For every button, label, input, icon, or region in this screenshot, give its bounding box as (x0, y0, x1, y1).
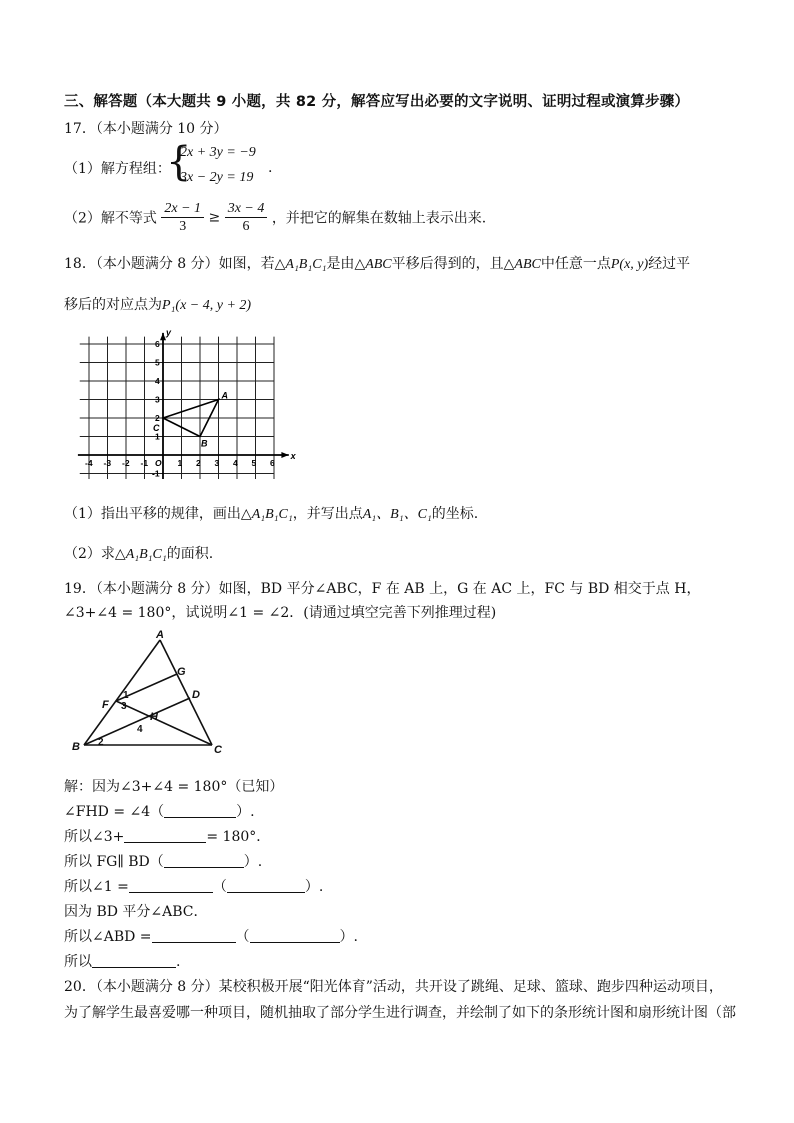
label-g: G (177, 666, 186, 678)
angle-label-4: 4 (137, 724, 143, 735)
q18-sub1 (64, 503, 478, 523)
q17-part2-tail: ，并把它的解集在数轴上表示出来. (271, 210, 487, 227)
system-brace: { (166, 139, 192, 185)
q18-line2-text: 移后的对应点为 (64, 297, 162, 313)
fraction-right (225, 200, 268, 235)
q17-head: 17．（本小题满分 10 分） (64, 121, 228, 137)
q19-step2-a: ∠FHD = ∠4（ (64, 804, 165, 820)
answer-blank[interactable] (129, 878, 213, 893)
point-b-label: B (201, 438, 208, 449)
x-tick-label: O (155, 458, 162, 468)
q19-step3-b: = 180°． (206, 829, 271, 845)
y-tick-label: 4 (155, 376, 160, 386)
q19-step3 (64, 826, 270, 846)
angle-label-2: 2 (98, 737, 104, 748)
q18-sub2-text-a: （2）求 (64, 546, 115, 562)
q18-sub1-text-c: 的坐标. (431, 506, 479, 522)
x-tick-label: 4 (233, 458, 238, 468)
y-tick-label: 3 (155, 394, 160, 405)
q18-line2 (64, 294, 251, 314)
q18-sub2-text-b: 的面积. (166, 546, 214, 562)
segment-ac (160, 640, 212, 745)
x-axis-arrow (281, 452, 288, 458)
q19-step7-c: ）. (339, 929, 358, 945)
q19-step2 (64, 801, 255, 821)
label-h: H (150, 711, 158, 723)
q17-part1 (64, 158, 171, 178)
q18-sub1-text-a: （1）指出平移的规律，画出 (64, 506, 241, 522)
angle-label-3: 3 (121, 701, 127, 712)
q17-part2-label: （2）解不等式 (64, 210, 157, 227)
x-axis-label: x (290, 451, 296, 461)
q20-line1: 20．（本小题满分 8 分）某校积极开展“阳光体育”活动，共开设了跳绳、足球、篮球、跑步四种运动项目， (64, 979, 723, 995)
fraction-left-numerator: 2x − 1 (161, 200, 204, 218)
x-tick-label: 1 (177, 458, 183, 468)
q19-step6: 因为 BD 平分∠ABC． (64, 904, 208, 920)
q19-step4-a: 所以 FG∥ BD（ (64, 854, 164, 870)
equation-1: 2x + 3y = −9 (180, 145, 256, 160)
q18-text-c: 平移后得到的，且 (391, 256, 504, 272)
x-tick-label: -2 (122, 458, 130, 468)
label-f: F (102, 699, 109, 711)
q19-step4-b: ）. (243, 854, 263, 870)
fraction-right-numerator: 3x − 4 (225, 200, 268, 218)
answer-blank[interactable] (250, 928, 340, 943)
q19-step7-a: 所以∠ABD = (64, 929, 152, 945)
x-tick-label: 6 (270, 458, 275, 468)
q19-step5-b: （ (212, 879, 227, 895)
q19-step5-c: ）. (304, 879, 324, 895)
fraction-left (161, 200, 204, 235)
point-a-label: A (221, 390, 228, 401)
y-axis-label: y (166, 327, 172, 338)
q18-text-e: 经过平 (648, 256, 691, 272)
label-c: C (214, 744, 222, 756)
q17-part2 (64, 200, 486, 235)
x-tick-label: -3 (103, 458, 112, 468)
q18-tri2: △ABC (354, 257, 392, 272)
q19-step8-a: 所以 (64, 954, 92, 970)
q17-part1-end: . (268, 160, 273, 176)
coordinate-grid-figure (70, 327, 296, 479)
angle-label-1: 1 (123, 690, 129, 701)
q19-step8-b: . (176, 954, 181, 970)
q19-line1: 19．（本小题满分 8 分）如图，BD 平分∠ABC，F 在 AB 上，G 在 AC 上，FC 与 BD 相交于点 H， (64, 581, 701, 597)
q18-text-d: 中任意一点 (540, 256, 611, 272)
q18-text-a: 18．（本小题满分 8 分）如图，若 (64, 256, 275, 272)
equation-2: 3x − 2y = 19 (180, 170, 254, 185)
q18-tri3: △ABC (503, 257, 541, 272)
answer-blank[interactable] (152, 928, 236, 943)
answer-blank[interactable] (227, 878, 305, 893)
y-tick-label: 1 (155, 431, 160, 442)
q19-step7-b: （ (235, 929, 250, 945)
x-tick-label: -4 (85, 458, 93, 468)
q18-point-p1: P₁(x − 4, y + 2) (162, 298, 252, 313)
answer-blank[interactable] (164, 853, 244, 868)
x-tick-label: 2 (196, 458, 201, 468)
x-tick-label: -1 (140, 458, 149, 468)
y-tick-label: -1 (152, 468, 160, 479)
q18-point-p: P(x, y) (610, 257, 649, 272)
segment-fc (116, 701, 212, 745)
q18-sub1-tri: △A₁B₁C₁ (240, 507, 293, 522)
q18-tri1: △A₁B₁C₁ (274, 257, 327, 272)
q17-part1-label: （1）解方程组： (64, 161, 171, 177)
point-c-label: C (153, 423, 160, 433)
q19-step3-a: 所以∠3+ (64, 829, 125, 845)
q19-step1: 解：因为∠3+∠4 = 180°（已知） (64, 779, 284, 795)
q19-step7 (64, 926, 358, 946)
q18-sub1-text-b: ，并写出点 (292, 506, 363, 522)
y-tick-label: 5 (155, 357, 160, 368)
q19-step8 (64, 951, 180, 971)
fraction-left-denominator: 3 (179, 219, 187, 234)
ge-sign: ≥ (208, 209, 221, 226)
x-tick-label: 5 (251, 458, 257, 468)
section-title: 三、解答题（本大题共 9 小题，共 82 分，解答应写出必要的文字说明、证明过程或演算步骤） (64, 94, 690, 110)
fraction-right-denominator: 6 (242, 219, 250, 234)
q19-step2-b: ）. (236, 804, 255, 820)
q18-sub2-tri: △A₁B₁C₁ (114, 547, 167, 562)
q18-sub2 (64, 543, 213, 563)
label-a: A (156, 629, 164, 641)
label-d: D (192, 689, 200, 701)
answer-blank[interactable] (124, 828, 206, 843)
q19-line2: ∠3+∠4 = 180°，试说明∠1 = ∠2．(请通过填空完善下列推理过程) (64, 605, 497, 621)
answer-blank[interactable] (92, 953, 176, 968)
y-tick-label: 6 (155, 339, 160, 349)
answer-blank[interactable] (164, 803, 236, 818)
q19-step5-a: 所以∠1 = (64, 879, 129, 895)
q19-step4 (64, 851, 262, 871)
y-tick-label: 2 (155, 413, 160, 423)
label-b: B (72, 741, 80, 753)
x-tick-label: 3 (214, 458, 220, 468)
q18-line1 (64, 253, 690, 273)
q18-sub1-points: A₁、B₁、C₁ (362, 507, 432, 522)
segment-ab (84, 640, 160, 745)
q19-step5 (64, 876, 323, 896)
triangle-figure (64, 628, 234, 758)
q20-line2: 为了解学生最喜爱哪一种项目，随机抽取了部分学生进行调查，并绘制了如下的条形统计图和扇形统计图（部 (64, 1005, 736, 1021)
q18-text-b: 是由 (326, 256, 355, 272)
